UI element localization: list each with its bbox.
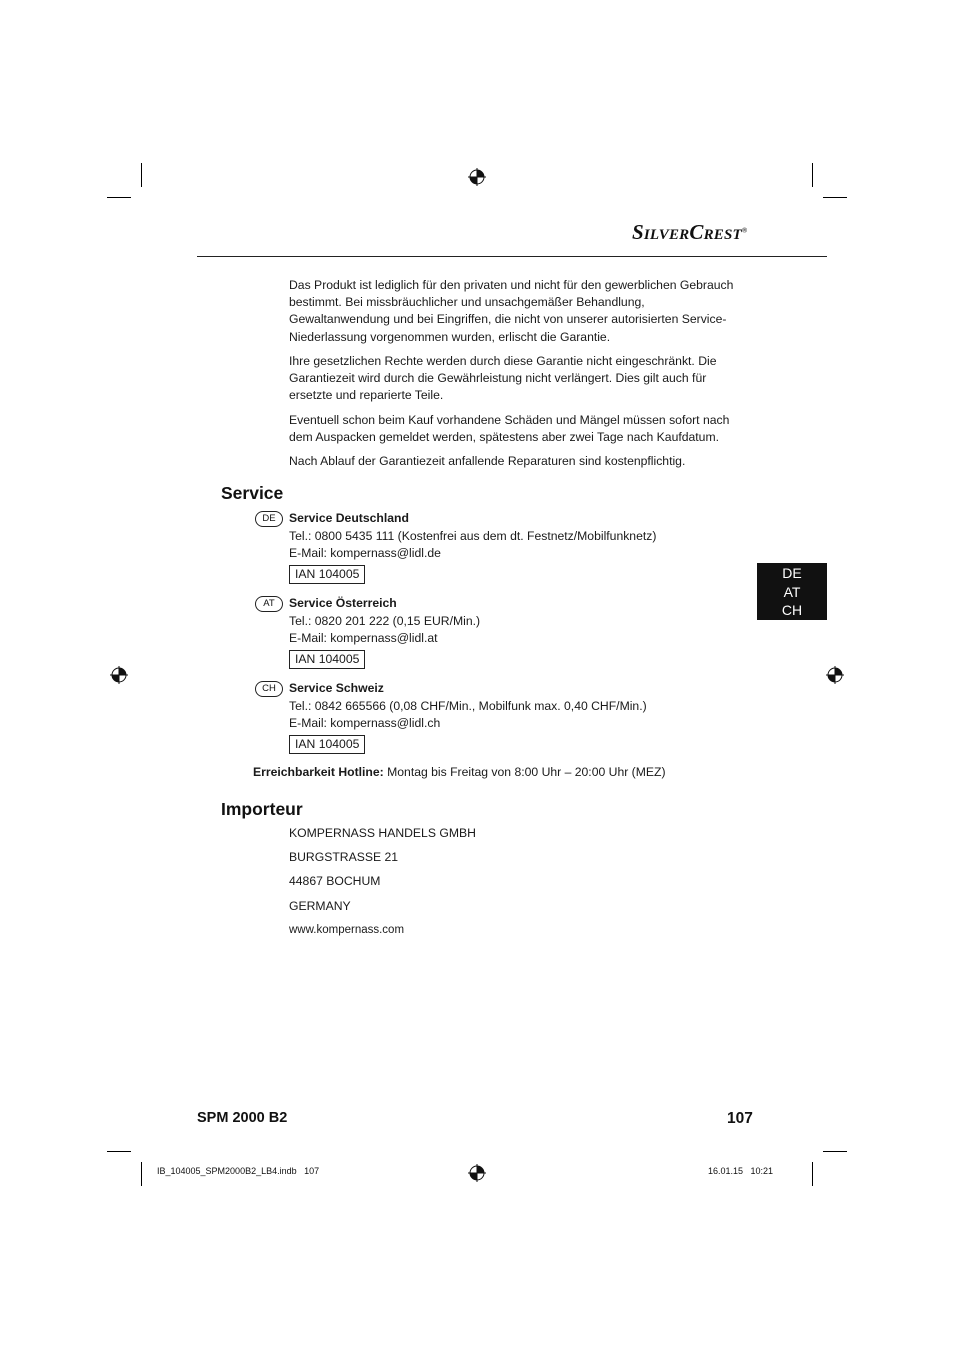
- service-title-de: Service Deutschland: [289, 511, 409, 525]
- crop-mark: [107, 197, 131, 198]
- warranty-paragraph: Ihre gesetzlichen Rechte werden durch diese Garantie nicht eingeschränkt. Die Garantiezeit wird durch die Gewährleistung nicht verlängert. Dies gilt auch für ersetzte und reparierte Teile.: [289, 354, 717, 403]
- service-title-at: Service Österreich: [289, 596, 397, 610]
- crop-mark: [107, 1151, 131, 1152]
- language-tab-ch: CH: [781, 602, 803, 618]
- service-title-ch: Service Schweiz: [289, 681, 384, 695]
- registration-mark-icon: [826, 666, 844, 684]
- warranty-paragraph: Nach Ablauf der Garantiezeit anfallende Reparaturen sind kostenpflichtig.: [289, 454, 686, 468]
- hotline-line: [253, 764, 666, 781]
- country-badge-de: DE: [255, 511, 283, 527]
- ian-box-at: IAN 104005: [289, 650, 365, 669]
- registration-mark-icon: [468, 1164, 486, 1182]
- service-tel-de: Tel.: 0800 5435 111 (Kostenfrei aus dem dt. Festnetz/Mobilfunknetz): [289, 529, 657, 543]
- print-slug-date: 16.01.15 10:21: [708, 1166, 774, 1176]
- crop-mark: [812, 163, 813, 187]
- country-badge-ch: CH: [255, 681, 283, 697]
- language-tab-de: DE: [782, 565, 802, 581]
- service-tel-ch: Tel.: 0842 665566 (0,08 CHF/Min., Mobilfunk max. 0,40 CHF/Min.): [289, 699, 647, 713]
- ian-box-de: IAN 104005: [289, 565, 365, 584]
- crop-mark: [141, 163, 142, 187]
- silvercrest-logo: SILVERCREST®: [632, 220, 748, 244]
- importer-country: GERMANY: [289, 899, 351, 913]
- importer-city: 44867 BOCHUM: [289, 874, 381, 888]
- warranty-paragraph: Eventuell schon beim Kauf vorhandene Schäden und Mängel müssen sofort nach dem Auspacken gemeldet werden, spätestens aber zwei Tage nach Kaufdatum.: [289, 413, 730, 445]
- warranty-paragraph: Das Produkt ist lediglich für den privaten und nicht für den gewerblichen Gebrauch bestimmt. Bei missbräuchlicher und unsachgemäßer Behandlung, Gewaltanwendung und bei Eingriffen, die nicht von unserer autorisierten Service-Niederlassung vorgenommen wurden, erlischt die Garantie.: [289, 278, 734, 344]
- header-rule: [197, 256, 827, 257]
- ian-box-ch: IAN 104005: [289, 735, 365, 754]
- country-badge-at: AT: [255, 596, 283, 612]
- language-tab: [757, 563, 827, 620]
- footer-model: SPM 2000 B2: [197, 1110, 288, 1126]
- service-email-at: E-Mail: kompernass@lidl.at: [289, 631, 438, 645]
- registration-mark-icon: [110, 666, 128, 684]
- importer-street: BURGSTRASSE 21: [289, 850, 399, 864]
- service-tel-at: Tel.: 0820 201 222 (0,15 EUR/Min.): [289, 614, 481, 628]
- importer-heading: Importeur: [221, 799, 303, 819]
- service-heading: Service: [221, 483, 284, 503]
- hotline-hours: Montag bis Freitag von 8:00 Uhr – 20:00 Uhr (MEZ): [383, 765, 666, 779]
- crop-mark: [823, 1151, 847, 1152]
- importer-company: KOMPERNASS HANDELS GMBH: [289, 826, 476, 840]
- crop-mark: [141, 1162, 142, 1186]
- page-number: 107: [727, 1110, 753, 1127]
- service-email-ch: E-Mail: kompernass@lidl.ch: [289, 716, 441, 730]
- language-tab-at: AT: [783, 583, 801, 600]
- crop-mark: [812, 1162, 813, 1186]
- print-slug-file: IB_104005_SPM2000B2_LB4.indb 107: [157, 1166, 320, 1176]
- service-email-de: E-Mail: kompernass@lidl.de: [289, 546, 441, 560]
- hotline-label: Erreichbarkeit Hotline:: [253, 765, 384, 779]
- crop-mark: [823, 197, 847, 198]
- importer-website: www.kompernass.com: [289, 924, 405, 936]
- registration-mark-icon: [468, 168, 486, 186]
